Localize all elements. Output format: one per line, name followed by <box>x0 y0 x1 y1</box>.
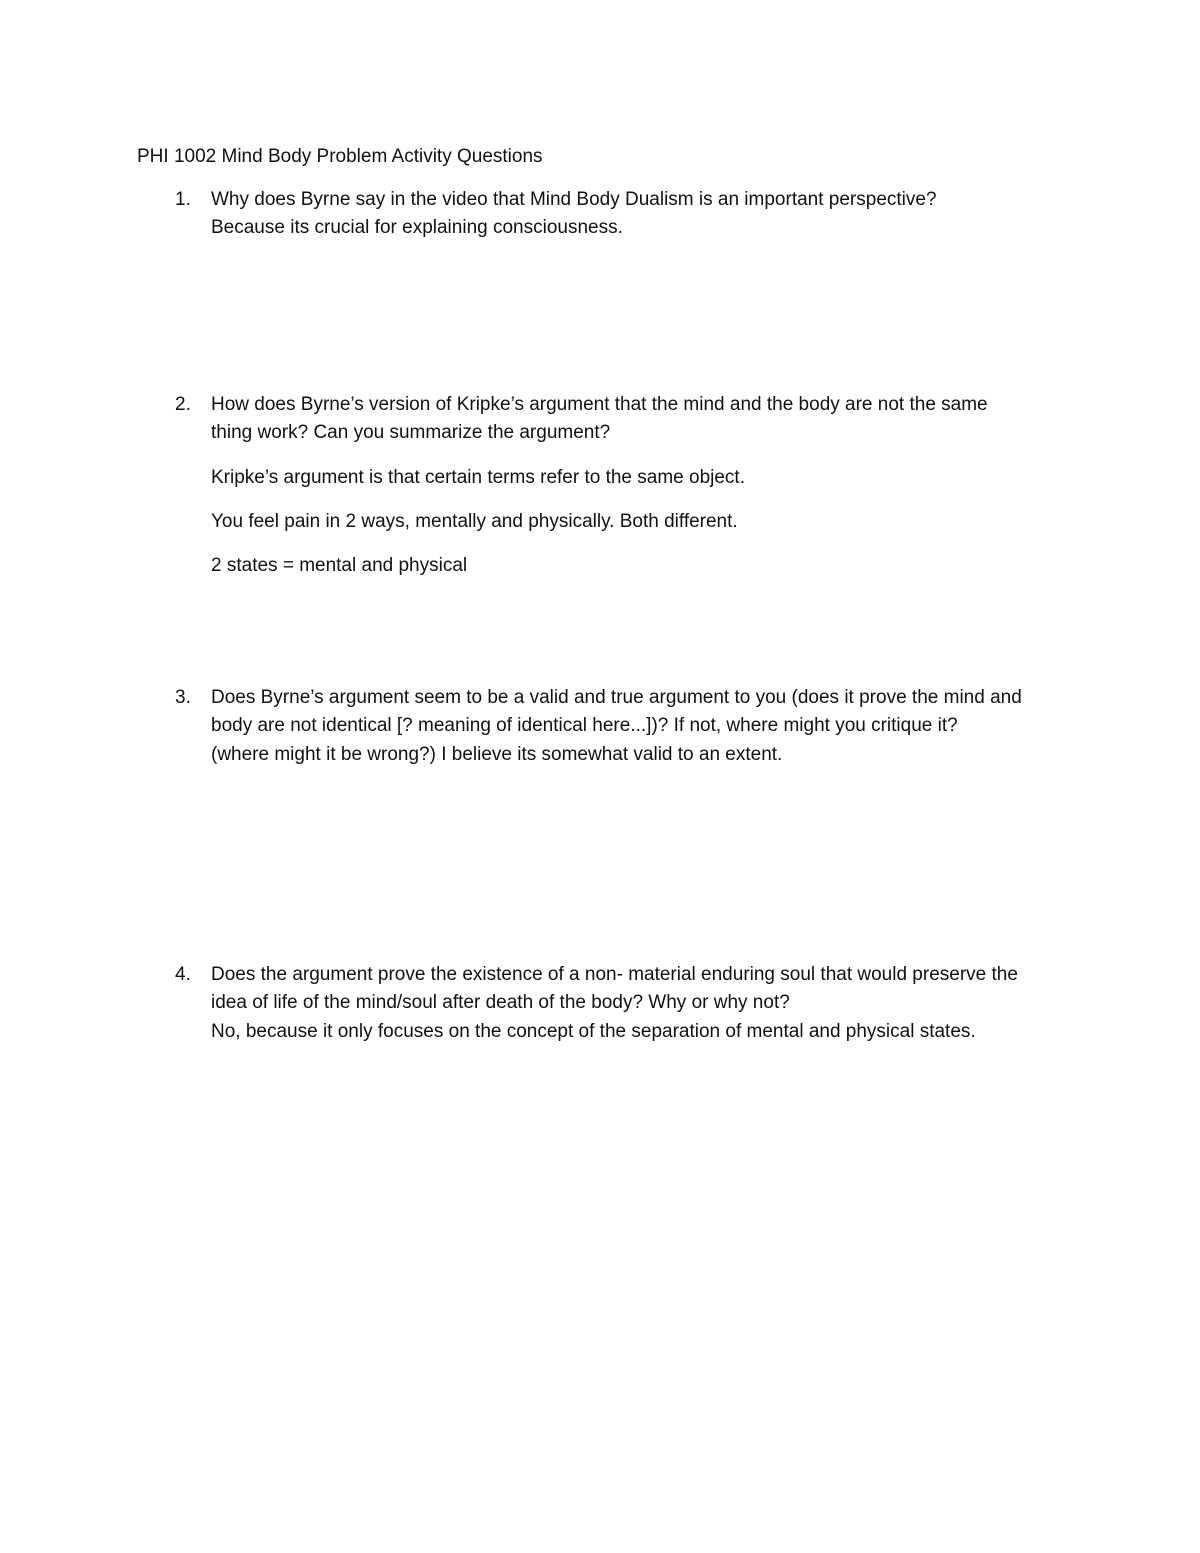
question-text: Why does Byrne say in the video that Mind Body Dualism is an important perspective? <box>211 189 937 210</box>
answer-text: You feel pain in 2 ways, mentally and physically. Both different. <box>211 511 738 532</box>
answer-text: Kripke’s argument is that certain terms refer to the same object. <box>211 467 745 488</box>
question-number: 3. <box>175 687 191 708</box>
answer-text: 2 states = mental and physical <box>211 555 468 576</box>
answer-text: Because its crucial for explaining consciousness. <box>211 217 623 238</box>
question-text: idea of life of the mind/soul after death of the body? Why or why not? <box>211 992 790 1013</box>
question-number: 2. <box>175 394 191 415</box>
question-text: body are not identical [? meaning of identical here...])? If not, where might you critique it? <box>211 715 958 736</box>
question-number: 1. <box>175 189 191 210</box>
question-text: thing work? Can you summarize the argument? <box>211 422 611 443</box>
question-text: Does Byrne’s argument seem to be a valid and true argument to you (does it prove the mind and <box>211 687 1022 708</box>
question-text: Does the argument prove the existence of a non- material enduring soul that would preserve the <box>211 964 1018 985</box>
answer-text: No, because it only focuses on the concept of the separation of mental and physical states. <box>211 1021 976 1042</box>
question-number: 4. <box>175 964 191 985</box>
document-title: PHI 1002 Mind Body Problem Activity Questions <box>137 146 543 167</box>
question-text: (where might it be wrong?) I believe its somewhat valid to an extent. <box>211 744 783 765</box>
question-text: How does Byrne’s version of Kripke’s argument that the mind and the body are not the same <box>211 394 988 415</box>
